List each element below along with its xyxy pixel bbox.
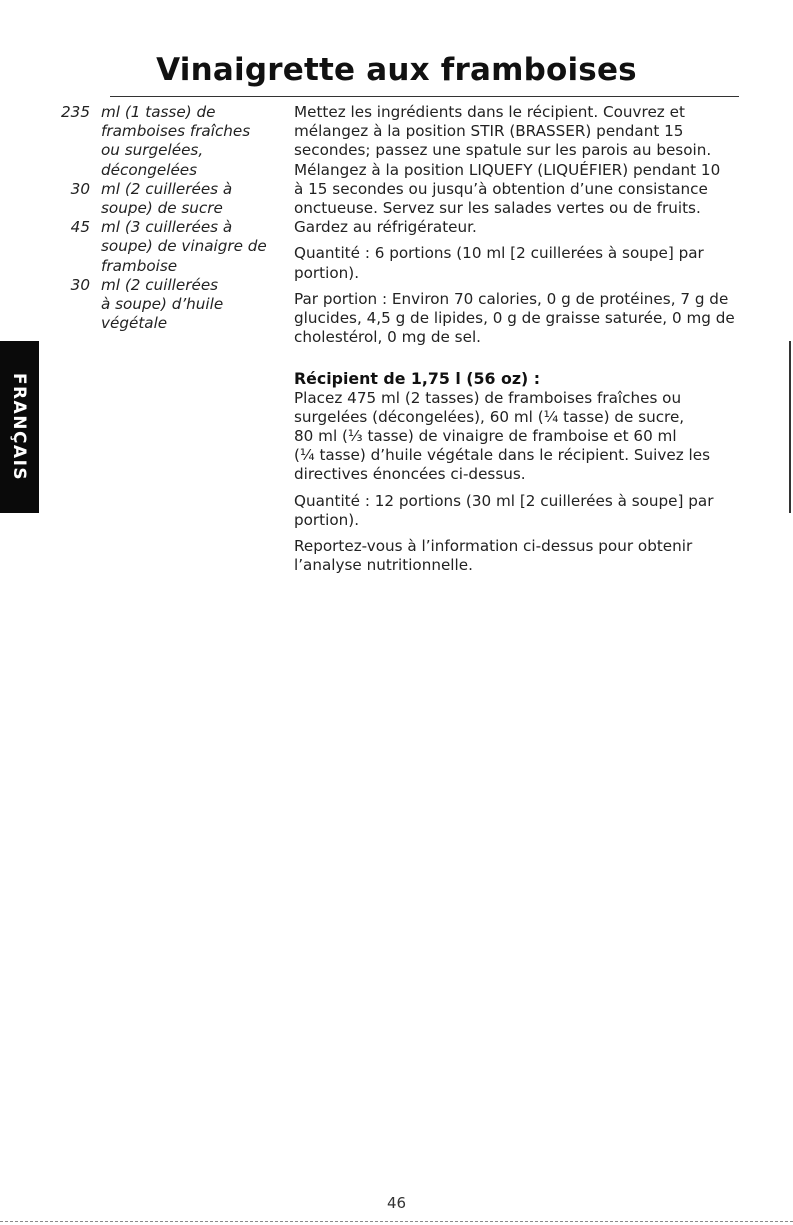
page-title: Vinaigrette aux framboises xyxy=(156,52,637,88)
page-number: 46 xyxy=(386,1194,407,1212)
ingredient-line: ml (2 cuillerées à xyxy=(101,179,233,198)
text-line: directives énoncées ci-dessus. xyxy=(294,465,526,484)
ingredient-quantity: 45 xyxy=(70,218,90,237)
ingredient-line: ml (2 cuillerées xyxy=(101,275,219,294)
title-divider xyxy=(110,96,739,97)
ingredient-description xyxy=(101,218,285,276)
ingredient-line: à soupe) d’huile xyxy=(101,295,224,314)
text-line: Quantité : 6 portions (10 ml [2 cuillerées à soupe] par xyxy=(294,244,704,263)
text-line: Gardez au réfrigérateur. xyxy=(294,218,477,237)
language-tab-label: FRANÇAIS xyxy=(9,372,29,482)
ingredient-line: ml (1 tasse) de xyxy=(101,103,216,121)
text-line: 80 ml (¹⁄₃ tasse) de vinaigre de framboise et 60 ml xyxy=(294,427,677,446)
ingredient-description xyxy=(101,180,285,218)
text-line: Placez 475 ml (2 tasses) de framboises fraîches ou xyxy=(294,388,682,407)
ingredient-item xyxy=(60,180,285,218)
ingredient-quantity: 30 xyxy=(70,179,90,198)
ingredient-description xyxy=(101,276,285,334)
text-line: à 15 secondes ou jusqu’à obtention d’une consistance xyxy=(294,179,708,198)
ingredient-line: soupe) de sucre xyxy=(101,199,223,218)
large-container-note xyxy=(294,537,744,575)
bottom-trim-line xyxy=(0,1221,793,1222)
ingredients-list xyxy=(60,103,285,333)
ingredient-quantity: 30 xyxy=(70,275,90,294)
text-line: (¹⁄₄ tasse) d’huile végétale dans le récipient. Suivez les xyxy=(294,446,711,465)
text-line: Quantité : 12 portions (30 ml [2 cuillerées à soupe] par xyxy=(294,491,714,510)
text-line: portion). xyxy=(294,263,360,282)
text-line: Par portion : Environ 70 calories, 0 g de protéines, 7 g de xyxy=(294,289,729,308)
language-tab xyxy=(0,341,39,513)
text-line: onctueuse. Servez sur les salades vertes ou de fruits. xyxy=(294,199,701,218)
ingredient-description xyxy=(101,103,285,180)
ingredient-line: framboises fraîches xyxy=(101,122,251,141)
text-line: secondes; passez une spatule sur les parois au besoin. xyxy=(294,141,712,160)
yield-paragraph xyxy=(294,244,744,282)
text-line: portion). xyxy=(294,510,360,529)
text-line: cholestérol, 0 mg de sel. xyxy=(294,328,481,347)
text-line: l’analyse nutritionnelle. xyxy=(294,556,473,575)
ingredient-item xyxy=(60,276,285,334)
ingredient-quantity: 235 xyxy=(61,103,90,121)
text-line: Mettez les ingrédients dans le récipient. Couvrez et xyxy=(294,103,685,121)
directions-paragraph xyxy=(294,103,744,237)
section-heading: Récipient de 1,75 l (56 oz) : xyxy=(294,369,541,389)
instructions-column xyxy=(294,103,744,582)
ingredient-line: soupe) de vinaigre de xyxy=(101,237,267,256)
text-line: mélangez à la position STIR (BRASSER) pendant 15 xyxy=(294,122,684,141)
text-line: Reportez-vous à l’information ci-dessus pour obtenir xyxy=(294,537,693,556)
large-container-directions xyxy=(294,389,744,485)
ingredient-line: décongelées xyxy=(101,160,198,179)
ingredient-line: végétale xyxy=(101,314,168,333)
large-container-yield xyxy=(294,492,744,530)
ingredient-item xyxy=(60,103,285,180)
ingredient-line: ml (3 cuillerées à xyxy=(101,218,233,237)
ingredient-item xyxy=(60,218,285,276)
nutrition-paragraph xyxy=(294,290,744,348)
ingredient-line: ou surgelées, xyxy=(101,141,204,160)
text-line: glucides, 4,5 g de lipides, 0 g de graisse saturée, 0 mg de xyxy=(294,309,735,328)
ingredient-line: framboise xyxy=(101,256,178,275)
text-line: surgelées (décongelées), 60 ml (¹⁄₄ tasse) de sucre, xyxy=(294,407,685,426)
text-line: Mélangez à la position LIQUEFY (LIQUÉFIER) pendant 10 xyxy=(294,160,721,179)
right-edge-marker xyxy=(789,341,791,513)
